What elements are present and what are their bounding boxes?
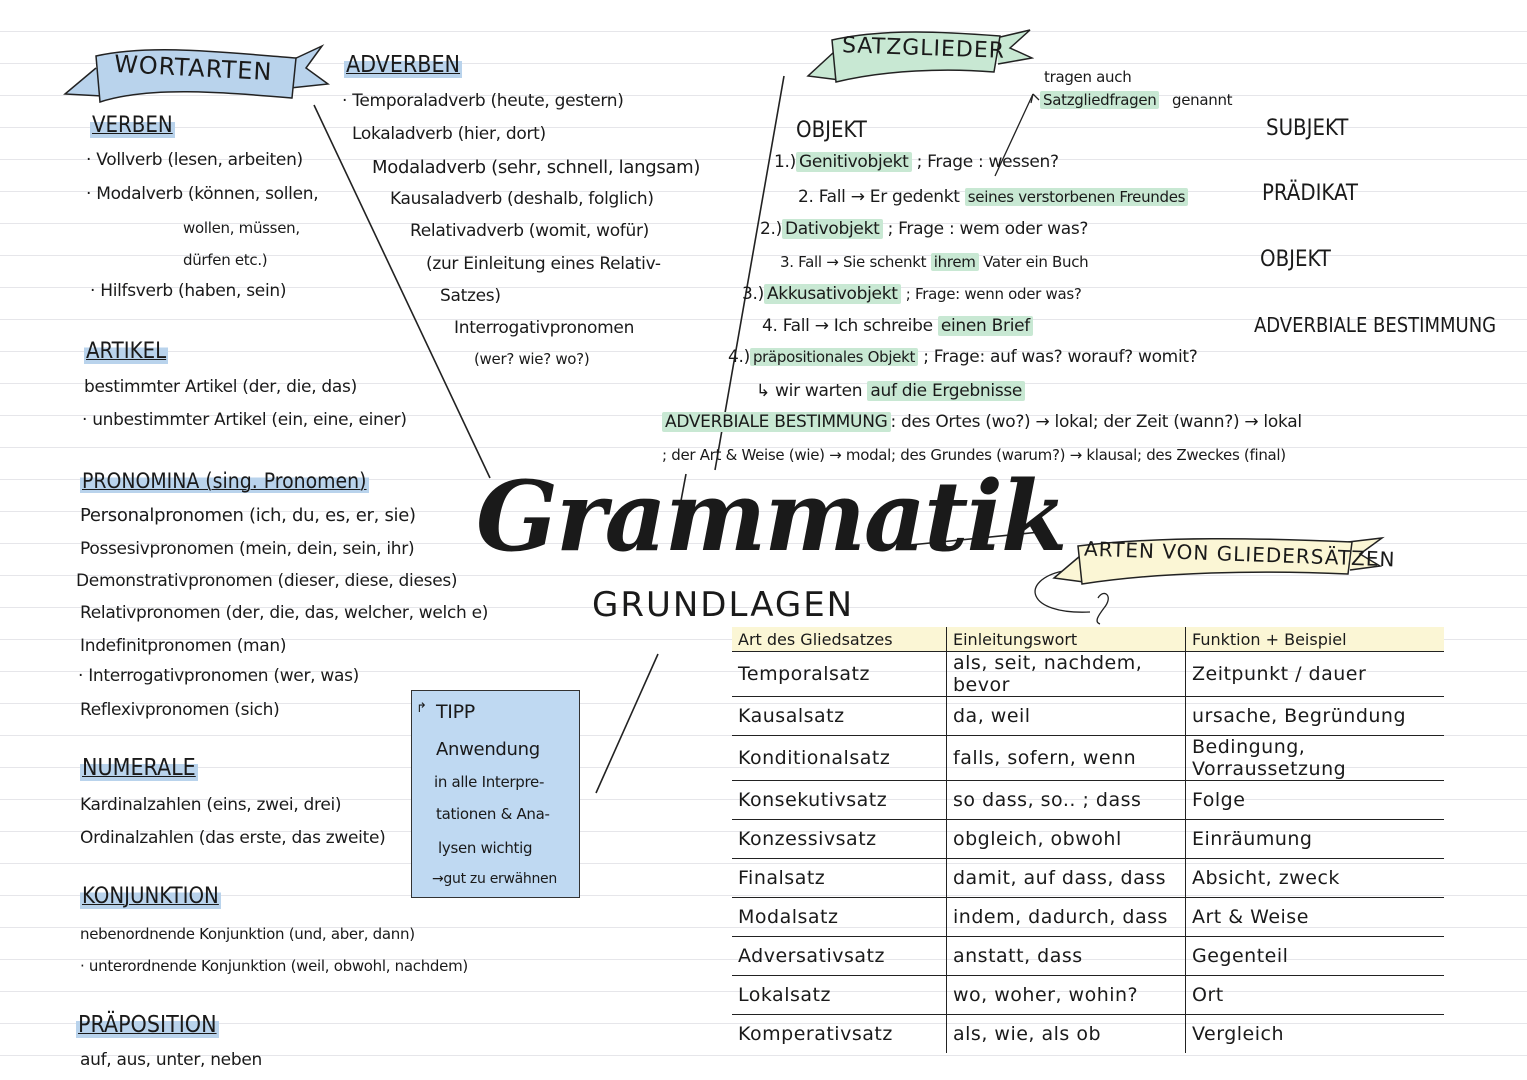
pronomina-item: Possesivpronomen (mein, dein, sein, ihr)	[80, 539, 415, 559]
table-cell: obgleich, obwohl	[947, 820, 1186, 859]
table-header-row	[732, 627, 1444, 652]
verben-item: wollen, müssen,	[183, 219, 300, 237]
numerale-item: Kardinalzahlen (eins, zwei, drei)	[80, 795, 342, 815]
table-row	[732, 898, 1444, 937]
gliedsaetze-table	[732, 627, 1444, 1053]
note-line: genannt	[1172, 91, 1233, 109]
example-text: 2. Fall → Er gedenkt	[798, 187, 960, 207]
example-text: 4. Fall → Ich schreibe	[762, 316, 933, 336]
tipp-line: →gut zu erwähnen	[432, 871, 557, 887]
tipp-line: lysen wichtig	[438, 839, 533, 857]
objekt-name: Akkusativobjekt	[764, 284, 901, 304]
page-subtitle: GRUNDLAGEN	[592, 585, 855, 625]
tipp-box	[411, 690, 580, 898]
satzglied-label: ADVERBIALE BESTIMMUNG	[1254, 313, 1497, 337]
praeposition-item: auf, aus, unter, neben	[80, 1050, 262, 1070]
example-text: 3. Fall → Sie schenkt	[780, 253, 927, 271]
table-cell: Temporalsatz	[732, 652, 947, 697]
numerale-item: Ordinalzahlen (das erste, das zweite)	[80, 828, 386, 848]
adverbiale-line	[662, 412, 1302, 432]
table-cell: Absicht, zweck	[1186, 859, 1445, 898]
objekt-name: präpositionales Objekt	[750, 348, 918, 366]
example-highlight: seines verstorbenen Freundes	[965, 188, 1188, 206]
note-line: Satzgliedfragen	[1040, 91, 1159, 109]
adverben-item: Modaladverb (sehr, schnell, langsam)	[372, 157, 701, 178]
adverben-item: Satzes)	[440, 286, 501, 306]
objekt-row	[760, 219, 1088, 239]
objekt-example	[756, 381, 1025, 401]
table-row	[732, 937, 1444, 976]
page-title: Grammatik	[476, 460, 1066, 573]
adverbiale-label: ADVERBIALE BESTIMMUNG	[662, 412, 891, 432]
konjunktion-item: · unterordnende Konjunktion (weil, obwohl, nachdem)	[80, 957, 468, 975]
table-cell: als, seit, nachdem, bevor	[947, 652, 1186, 697]
table-cell: Finalsatz	[732, 859, 947, 898]
satzglieder-title: SATZGLIEDER	[841, 33, 1006, 64]
satzglied-label: SUBJEKT	[1266, 116, 1349, 141]
example-text: ↳ wir warten	[756, 381, 863, 401]
verben-item: · Vollverb (lesen, arbeiten)	[86, 150, 303, 170]
konjunktion-heading: KONJUNKTION	[82, 884, 219, 909]
table-cell: Lokalsatz	[732, 976, 947, 1015]
pronomina-item: Personalpronomen (ich, du, es, er, sie)	[80, 505, 416, 526]
table-header: Funktion + Beispiel	[1186, 627, 1445, 652]
table-cell: so dass, so.. ; dass	[947, 781, 1186, 820]
objekt-frage: ; Frage : wessen?	[916, 152, 1059, 172]
table-cell: Vergleich	[1186, 1015, 1445, 1054]
objekt-frage: ; Frage: wenn oder was?	[905, 285, 1082, 303]
pronomina-heading: PRONOMINA (sing. Pronomen)	[82, 469, 367, 493]
gliedsaetze-title: ARTEN VON GLIEDERSÄTZEN	[1083, 536, 1396, 572]
objekt-row	[728, 347, 1197, 367]
table-cell: Konditionalsatz	[732, 736, 947, 781]
table-cell: falls, sofern, wenn	[947, 736, 1186, 781]
verben-item: · Hilfsverb (haben, sein)	[90, 281, 287, 301]
table-cell: Ort	[1186, 976, 1445, 1015]
example-text: Vater ein Buch	[983, 253, 1089, 271]
praeposition-heading: PRÄPOSITION	[78, 1012, 217, 1038]
adverbiale-text: ; der Art & Weise (wie) → modal; des Grundes (warum?) → klausal; des Zweckes (final)	[662, 446, 1286, 464]
table-row	[732, 781, 1444, 820]
gliedsaetze-banner	[1050, 528, 1396, 590]
wortarten-title: WORTARTEN	[113, 49, 274, 87]
adverben-item: Lokaladverb (hier, dort)	[352, 124, 546, 144]
objekt-frage: ; Frage : wem oder was?	[887, 219, 1089, 239]
table-cell: wo, woher, wohin?	[947, 976, 1186, 1015]
objekt-row	[774, 152, 1059, 172]
adverben-item: Relativadverb (womit, wofür)	[410, 221, 649, 241]
satzglied-label: PRÄDIKAT	[1262, 181, 1358, 206]
satzglied-label: OBJEKT	[1260, 247, 1331, 272]
objekt-num: 2.)	[760, 219, 782, 239]
numerale-heading: NUMERALE	[82, 755, 196, 781]
table-cell: Kausalsatz	[732, 697, 947, 736]
table-row	[732, 697, 1444, 736]
adverbiale-text: : des Ortes (wo?) → lokal; der Zeit (wann?) → lokal	[890, 412, 1302, 432]
table-cell: Folge	[1186, 781, 1445, 820]
objekt-heading: OBJEKT	[796, 118, 867, 143]
tipp-label: TIPP	[436, 701, 475, 723]
objekt-example	[762, 316, 1033, 336]
tipp-line: tationen & Ana-	[436, 805, 550, 823]
tipp-line: in alle Interpre-	[434, 773, 545, 791]
adverben-item: · Temporaladverb (heute, gestern)	[342, 91, 624, 111]
objekt-name: Dativobjekt	[782, 219, 883, 239]
satzglieder-banner	[806, 24, 1034, 86]
table-cell: anstatt, dass	[947, 937, 1186, 976]
objekt-frage: ; Frage: auf was? worauf? womit?	[923, 347, 1198, 367]
table-cell: da, weil	[947, 697, 1186, 736]
objekt-num: 3.)	[742, 284, 764, 304]
pronomina-item: Relativpronomen (der, die, das, welcher, welch e)	[80, 603, 489, 623]
table-cell: ursache, Begründung	[1186, 697, 1445, 736]
objekt-example	[798, 187, 1188, 207]
adverben-item: Interrogativpronomen	[454, 318, 635, 338]
table-cell: Art & Weise	[1186, 898, 1445, 937]
pronomina-item: · Interrogativpronomen (wer, was)	[78, 666, 359, 686]
example-highlight: ihrem	[931, 253, 979, 271]
note-line: tragen auch	[1044, 68, 1132, 86]
table-cell: Komperativsatz	[738, 1023, 893, 1045]
adverben-heading: ADVERBEN	[346, 52, 461, 78]
adverben-item: (zur Einleitung eines Relativ-	[426, 254, 661, 274]
konjunktion-item: nebenordnende Konjunktion (und, aber, dann)	[80, 925, 415, 943]
corner-arrow-icon: ↱	[416, 701, 427, 716]
table-header: Art des Gliedsatzes	[732, 627, 947, 652]
table-cell: Bedingung, Vorraussetzung	[1186, 736, 1445, 781]
example-highlight: auf die Ergebnisse	[867, 381, 1025, 401]
example-highlight: einen Brief	[938, 316, 1033, 336]
table-cell: als, wie, als ob	[947, 1015, 1186, 1054]
pronomina-item: Reflexivpronomen (sich)	[80, 700, 280, 720]
artikel-item: bestimmter Artikel (der, die, das)	[84, 377, 357, 397]
verben-item: dürfen etc.)	[183, 251, 268, 269]
table-cell: Konzessivsatz	[732, 820, 947, 859]
table-header: Einleitungswort	[947, 627, 1186, 652]
table-cell: Adversativsatz	[732, 937, 947, 976]
objekt-num: 4.)	[728, 347, 750, 367]
objekt-name: Genitivobjekt	[796, 152, 912, 172]
table-cell: Konsekutivsatz	[732, 781, 947, 820]
table-cell: Modalsatz	[732, 898, 947, 937]
objekt-num: 1.)	[774, 152, 796, 172]
table-row	[732, 736, 1444, 781]
artikel-heading: ARTIKEL	[86, 339, 167, 364]
table-row	[732, 1015, 1444, 1054]
tipp-line: Anwendung	[436, 739, 540, 760]
adverben-item: (wer? wie? wo?)	[474, 350, 590, 368]
table-row	[732, 820, 1444, 859]
objekt-example	[780, 253, 1088, 271]
verben-item: · Modalverb (können, sollen,	[86, 184, 319, 204]
adverben-item: Kausaladverb (deshalb, folglich)	[390, 189, 654, 209]
table-cell: damit, auf dass, dass	[947, 859, 1186, 898]
table-cell: indem, dadurch, dass	[947, 898, 1186, 937]
artikel-item: · unbestimmter Artikel (ein, eine, einer)	[82, 410, 407, 430]
table-cell: Gegenteil	[1186, 937, 1445, 976]
table-cell: Zeitpunkt / dauer	[1186, 652, 1445, 697]
table-cell: Einräumung	[1186, 820, 1445, 859]
pronomina-item: Demonstrativpronomen (dieser, diese, dieses)	[76, 571, 458, 591]
wortarten-banner	[60, 38, 330, 108]
table-row	[732, 652, 1444, 697]
table-row	[732, 859, 1444, 898]
objekt-row	[742, 284, 1082, 304]
verben-heading: VERBEN	[92, 113, 173, 138]
pronomina-item: Indefinitpronomen (man)	[80, 636, 287, 656]
table-row	[732, 976, 1444, 1015]
